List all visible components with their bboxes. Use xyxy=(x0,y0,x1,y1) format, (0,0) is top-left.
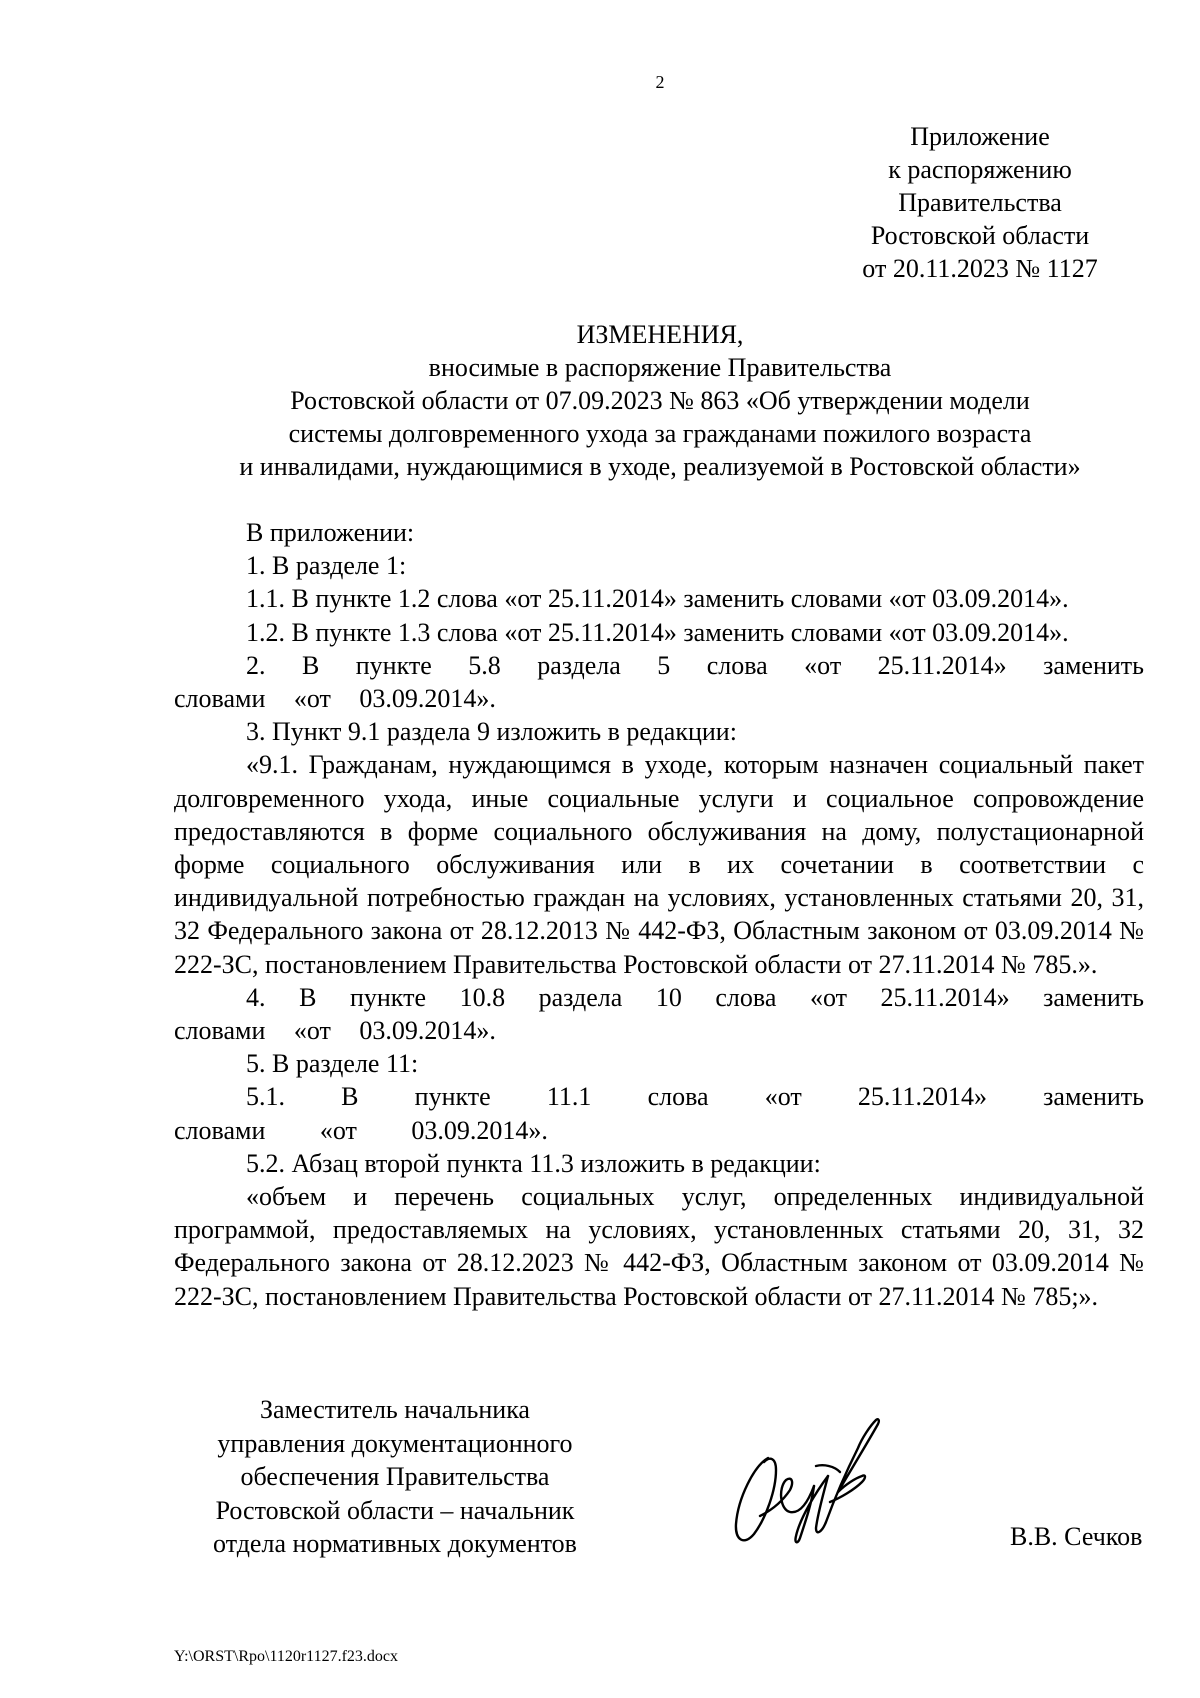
heading-line: вносимые в распоряжение Правительства xyxy=(428,353,892,382)
signatory-position xyxy=(170,1393,620,1561)
heading-line: системы долговременного ухода за гражданами пожилого возраста xyxy=(288,419,1032,448)
paragraph: 5.1. В пункте 11.1 слова «от 25.11.2014» заменить словами «от 03.09.2014». xyxy=(174,1082,1144,1145)
appendix-line: Ростовской области xyxy=(870,221,1090,250)
appendix-line: от 20.11.2023 № 1127 xyxy=(862,254,1098,283)
position-line: Ростовской области – начальник xyxy=(215,1495,575,1525)
appendix-line: Правительства xyxy=(898,188,1062,217)
paragraph: 1. В разделе 1: xyxy=(246,551,407,581)
appendix-header xyxy=(830,120,1130,285)
handwritten-signature xyxy=(720,1406,890,1556)
paragraph: 4. В пункте 10.8 раздела 10 слова «от 25.11.2014» заменить словами «от 03.09.2014». xyxy=(174,982,1144,1046)
paragraph: 3. Пункт 9.1 раздела 9 изложить в редакции: xyxy=(246,717,737,747)
paragraph: «9.1. Гражданам, нуждающимся в уходе, которым назначен социальный пакет долговременного ухода, иные социальные услуги и социальное сопровождение предоставляются в форме социального обслуживания на дому, полустационарной форме социального обслуживания или в их сочетании в соответствии с индивидуальной потребностью граждан на условиях, установленных статьями 20, 31, 32 Федерального закона от 28.12.2013 № 442-ФЗ, Областным законом от 03.09.2014 № 222-ЗС, постановлением Правительства Ростовской области от 27.11.2014 № 785.». xyxy=(174,750,1144,979)
paragraph: 5.2. Абзац второй пункта 11.3 изложить в редакции: xyxy=(246,1148,821,1178)
position-line: управления документационного xyxy=(217,1428,573,1458)
paragraph: 2. В пункте 5.8 раздела 5 слова «от 25.11.2014» заменить словами «от 03.09.2014». xyxy=(174,650,1144,714)
paragraph: 5. В разделе 11: xyxy=(246,1049,419,1079)
paragraph: 1.1. В пункте 1.2 слова «от 25.11.2014» заменить словами «от 03.09.2014». xyxy=(246,584,1069,614)
signer-name: В.В. Сечков xyxy=(1010,1522,1143,1551)
page-number: 2 xyxy=(655,72,665,92)
position-line: Заместитель начальника xyxy=(260,1395,530,1424)
paragraph: «объем и перечень социальных услуг, определенных индивидуальной программой, предоставляемых на условиях, установленных статьями 20, 31, 32 Федерального закона от 28.12.2023 № 442-ФЗ, Областным законом от 03.09.2014 № 222-ЗС, постановлением Правительства Ростовской области от 27.11.2014 № 785;». xyxy=(174,1182,1144,1311)
appendix-line: Приложение xyxy=(910,122,1050,151)
position-line: обеспечения Правительства xyxy=(240,1462,550,1491)
paragraph: В приложении: xyxy=(246,518,415,547)
file-path: Y:\ORST\Rpo\1120r1127.f23.docx xyxy=(174,1648,399,1665)
position-line: отдела нормативных документов xyxy=(213,1529,577,1558)
heading-line: и инвалидами, нуждающимися в уходе, реализуемой в Ростовской области» xyxy=(239,452,1081,481)
appendix-line: к распоряжению xyxy=(888,155,1072,184)
document-title: ИЗМЕНЕНИЯ, xyxy=(576,320,744,349)
document-body xyxy=(174,516,1144,1313)
heading-line: Ростовской области от 07.09.2023 № 863 «Об утверждении модели xyxy=(290,386,1030,415)
paragraph: 1.2. В пункте 1.3 слова «от 25.11.2014» заменить словами «от 03.09.2014». xyxy=(246,617,1069,647)
document-heading xyxy=(170,318,1150,483)
